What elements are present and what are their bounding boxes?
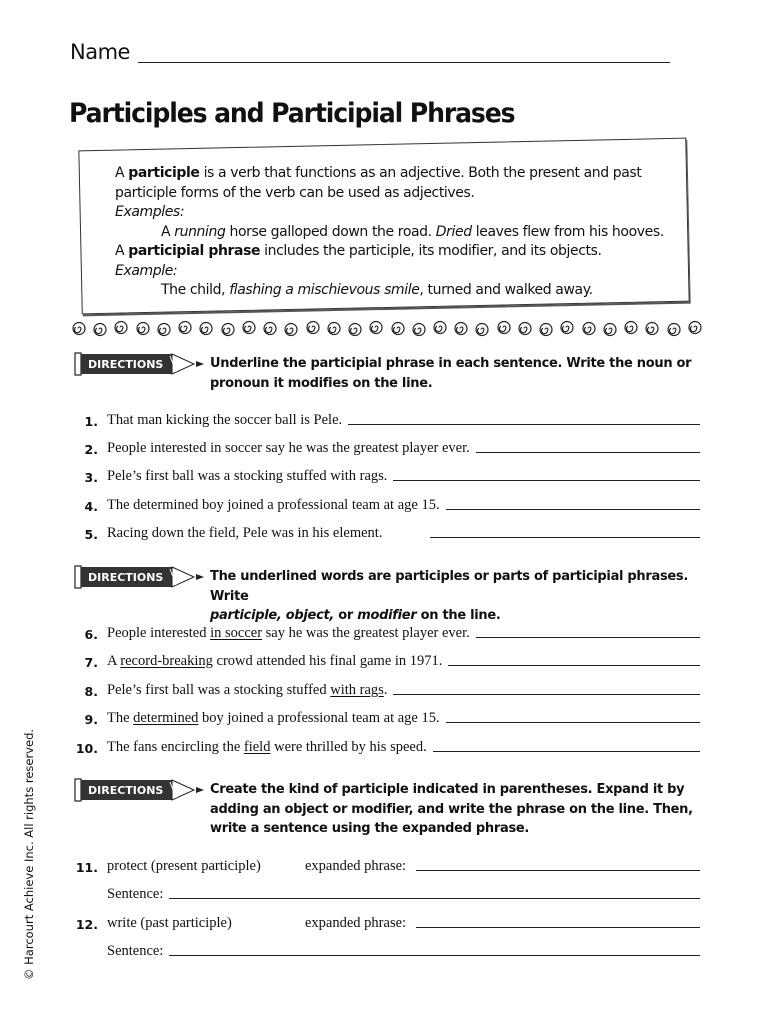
sentence-line-12[interactable] [169, 955, 700, 956]
question-12-sentence: Sentence: [70, 938, 700, 960]
spiral-icon [560, 321, 574, 335]
answer-line-10[interactable] [433, 751, 700, 752]
question-3: 3. Pele’s first ball was a stocking stuffed with rags. [70, 463, 700, 485]
spiral-icon [221, 323, 235, 337]
spiral-icon [603, 323, 617, 337]
answer-line-8[interactable] [393, 694, 700, 695]
definition-line-1: A participle is a verb that functions as an adjective. Both the present and past [115, 165, 642, 181]
spiral-icon [72, 322, 86, 336]
answer-line-9[interactable] [446, 722, 700, 723]
question-7: 7. A record-breaking crowd attended his final game in 1971. [70, 648, 700, 670]
directions-tag-icon [74, 350, 204, 378]
spiral-icon [688, 321, 702, 335]
copyright-notice: © Harcourt Achieve Inc. All rights reserved. [22, 728, 36, 980]
spiral-icon [582, 322, 596, 336]
decorative-spiral-border [72, 321, 702, 341]
directions-tag-label: DIRECTIONS [88, 784, 164, 797]
spiral-icon [645, 322, 659, 336]
example-2: The child, flashing a mischievous smile, turned and walked away. [161, 282, 593, 298]
spiral-icon [667, 323, 681, 337]
answer-line-4[interactable] [446, 509, 700, 510]
question-5: 5. Racing down the field, Pele was in his element. [70, 520, 700, 542]
question-4: 4. The determined boy joined a professional team at age 15. [70, 492, 700, 514]
spiral-icon [306, 321, 320, 335]
answer-line-7[interactable] [448, 665, 700, 666]
spiral-icon [136, 322, 150, 336]
example-1: A running horse galloped down the road. Dried leaves flew from his hooves. [161, 223, 664, 240]
spiral-icon [518, 322, 532, 336]
spiral-icon [284, 323, 298, 337]
spiral-icon [263, 322, 277, 336]
spiral-icon [348, 323, 362, 337]
page-title: Participles and Participial Phrases [69, 98, 515, 129]
spiral-icon [539, 323, 553, 337]
spiral-icon [433, 321, 447, 335]
definition-line-4: A participial phrase includes the participle, its modifier, and its objects. [115, 243, 602, 259]
expanded-phrase-line-11[interactable] [416, 870, 700, 871]
sentence-line-11[interactable] [169, 898, 700, 899]
name-field-line[interactable] [138, 62, 670, 63]
examples-label: Examples: [115, 204, 185, 220]
question-10: 10. The fans encircling the field were thrilled by his speed. [70, 734, 700, 756]
spiral-icon [93, 323, 107, 337]
directions-3-text: Create the kind of participle indicated in parentheses. Expand it by adding an object or modifier, and write the phrase on the line. Then, write a sentence using the expanded phrase. [210, 782, 693, 836]
answer-line-5[interactable] [430, 537, 700, 538]
name-label: Name [70, 40, 130, 64]
spiral-icon [454, 322, 468, 336]
spiral-icon [157, 323, 171, 337]
spiral-icon [178, 321, 192, 335]
question-8: 8. Pele’s first ball was a stocking stuffed with rags. [70, 677, 700, 699]
question-11-prompt: 11. protect (present participle) expanded phrase: [70, 853, 700, 875]
directions-tag-icon [74, 776, 204, 804]
directions-1-text: Underline the participial phrase in each sentence. Write the noun or pronoun it modifies on the line. [210, 356, 692, 391]
answer-line-3[interactable] [393, 480, 700, 481]
question-9: 9. The determined boy joined a professional team at age 15. [70, 705, 700, 727]
spiral-icon [624, 321, 638, 335]
spiral-icon [412, 323, 426, 337]
term-participial-phrase: participial phrase [128, 243, 261, 259]
answer-line-2[interactable] [476, 452, 700, 453]
question-2: 2. People interested in soccer say he was the greatest player ever. [70, 435, 700, 457]
example-label: Example: [115, 262, 178, 279]
expanded-phrase-line-12[interactable] [416, 927, 700, 928]
spiral-icon [199, 322, 213, 336]
question-1: 1. That man kicking the soccer ball is Pele. [70, 407, 700, 429]
spiral-icon [369, 321, 383, 335]
answer-line-6[interactable] [476, 637, 700, 638]
definition-line-2: participle forms of the verb can be used as adjectives. [115, 184, 475, 201]
term-participle: participle [128, 165, 200, 181]
directions-tag-label: DIRECTIONS [88, 358, 164, 371]
question-11-sentence: Sentence: [70, 881, 700, 903]
spiral-icon [497, 321, 511, 335]
spiral-icon [327, 322, 341, 336]
spiral-icon [114, 321, 128, 335]
directions-tag-icon [74, 563, 204, 591]
directions-2-text: The underlined words are participles or parts of participial phrases. Write participle, object, or modifier on the line. [210, 569, 688, 623]
spiral-icon [391, 322, 405, 336]
spiral-icon [475, 323, 489, 337]
spiral-icon [242, 321, 256, 335]
answer-line-1[interactable] [348, 424, 700, 425]
question-6: 6. People interested in soccer say he was the greatest player ever. [70, 620, 700, 642]
definition-text [115, 164, 675, 301]
directions-tag-label: DIRECTIONS [88, 571, 164, 584]
question-12-prompt: 12. write (past participle) expanded phrase: [70, 910, 700, 932]
